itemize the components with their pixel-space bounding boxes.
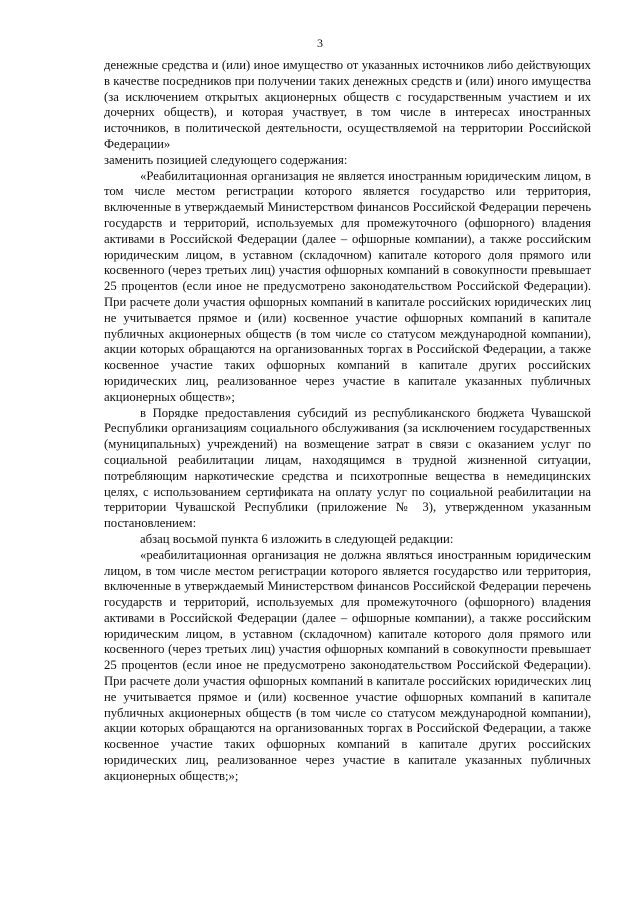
document-body xyxy=(104,58,591,785)
paragraph-quote-new-wording: «реабилитационная организация не должна являться иностранным юридическим лицом, в том числе местом регистрации которого является государство или территория, включенные в утверждаемый Министерством финансов Российской Федерации перечень государств и территорий, используемых для промежуточного (офшорного) владения активами в Российской Федерации (далее – офшорные компании), а также российским юридическим лицом, в уставном (складочном) капитале которого доля прямого или косвенного (через третьих лиц) участия офшорных компаний в совокупности превышает 25 процентов (если иное не предусмотрено законодательством Российской Федерации). При расчете доли участия офшорных компаний в капитале российских юридических лиц не учитывается прямое и (или) косвенное участие офшорных компаний в капитале публичных акционерных обществ (в том числе со статусом международной компании), акции которых обращаются на организованных торгах в Российской Федерации, а также косвенное участие таких офшорных компаний в капитале других российских юридических лиц, реализованное через участие в капитале указанных публичных акционерных обществ;»; xyxy=(104,547,591,783)
page-number: 3 xyxy=(317,36,323,50)
paragraph-quote-new-position: «Реабилитационная организация не является иностранным юридическим лицом, в том числе местом регистрации которого является государство или территория, включенные в утверждаемый Министерством финансов Российской Федерации перечень государств и территорий, используемых для промежуточного (офшорного) владения активами в Российской Федерации (далее – офшорные компании), а также российским юридическим лицом, в уставном (складочном) капитале которого доля прямого или косвенного (через третьих лиц) участия офшорных компаний в совокупности превышает 25 процентов (если иное не предусмотрено законодательством Российской Федерации). При расчете доли участия офшорных компаний в капитале российских юридических лиц не учитывается прямое и (или) косвенное участие офшорных компаний в капитале публичных акционерных обществ (в том числе со статусом международной компании), акции которых обращаются на организованных торгах в Российской Федерации, а также косвенное участие таких офшорных компаний в капитале других российских юридических лиц, реализованное через участие в капитале указанных публичных акционерных обществ»; xyxy=(104,168,591,404)
paragraph-amend-instruction: абзац восьмой пункта 6 изложить в следующей редакции: xyxy=(140,531,454,546)
paragraph-continuation: денежные средства и (или) иное имущество от указанных источников либо действующих в качестве посредников при получении таких денежных средств и (или) иного имущества (за исключением открытых акционерных обществ с государственным участием и их дочерних обществ), и которая участвует, в том числе в интересах иностранных источников, в политической деятельности, осуществляемой на территории Российской Федерации» xyxy=(104,58,591,151)
paragraph-replace-instruction: заменить позицией следующего содержания: xyxy=(104,152,348,167)
paragraph-order-reference: в Порядке предоставления субсидий из республиканского бюджета Чувашской Республики организациям социального обслуживания (за исключением государственных (муниципальных) учреждений) на возмещение затрат в связи с оказанием услуг по социальной реабилитации лицам, находящимся в трудной жизненной ситуации, потребляющим наркотические средства и психотропные вещества в немедицинских целях, с использованием сертификата на оплату услуг по социальной реабилитации на территории Чувашской Республики (приложение № 3), утвержденном указанным постановлением: xyxy=(104,405,591,531)
